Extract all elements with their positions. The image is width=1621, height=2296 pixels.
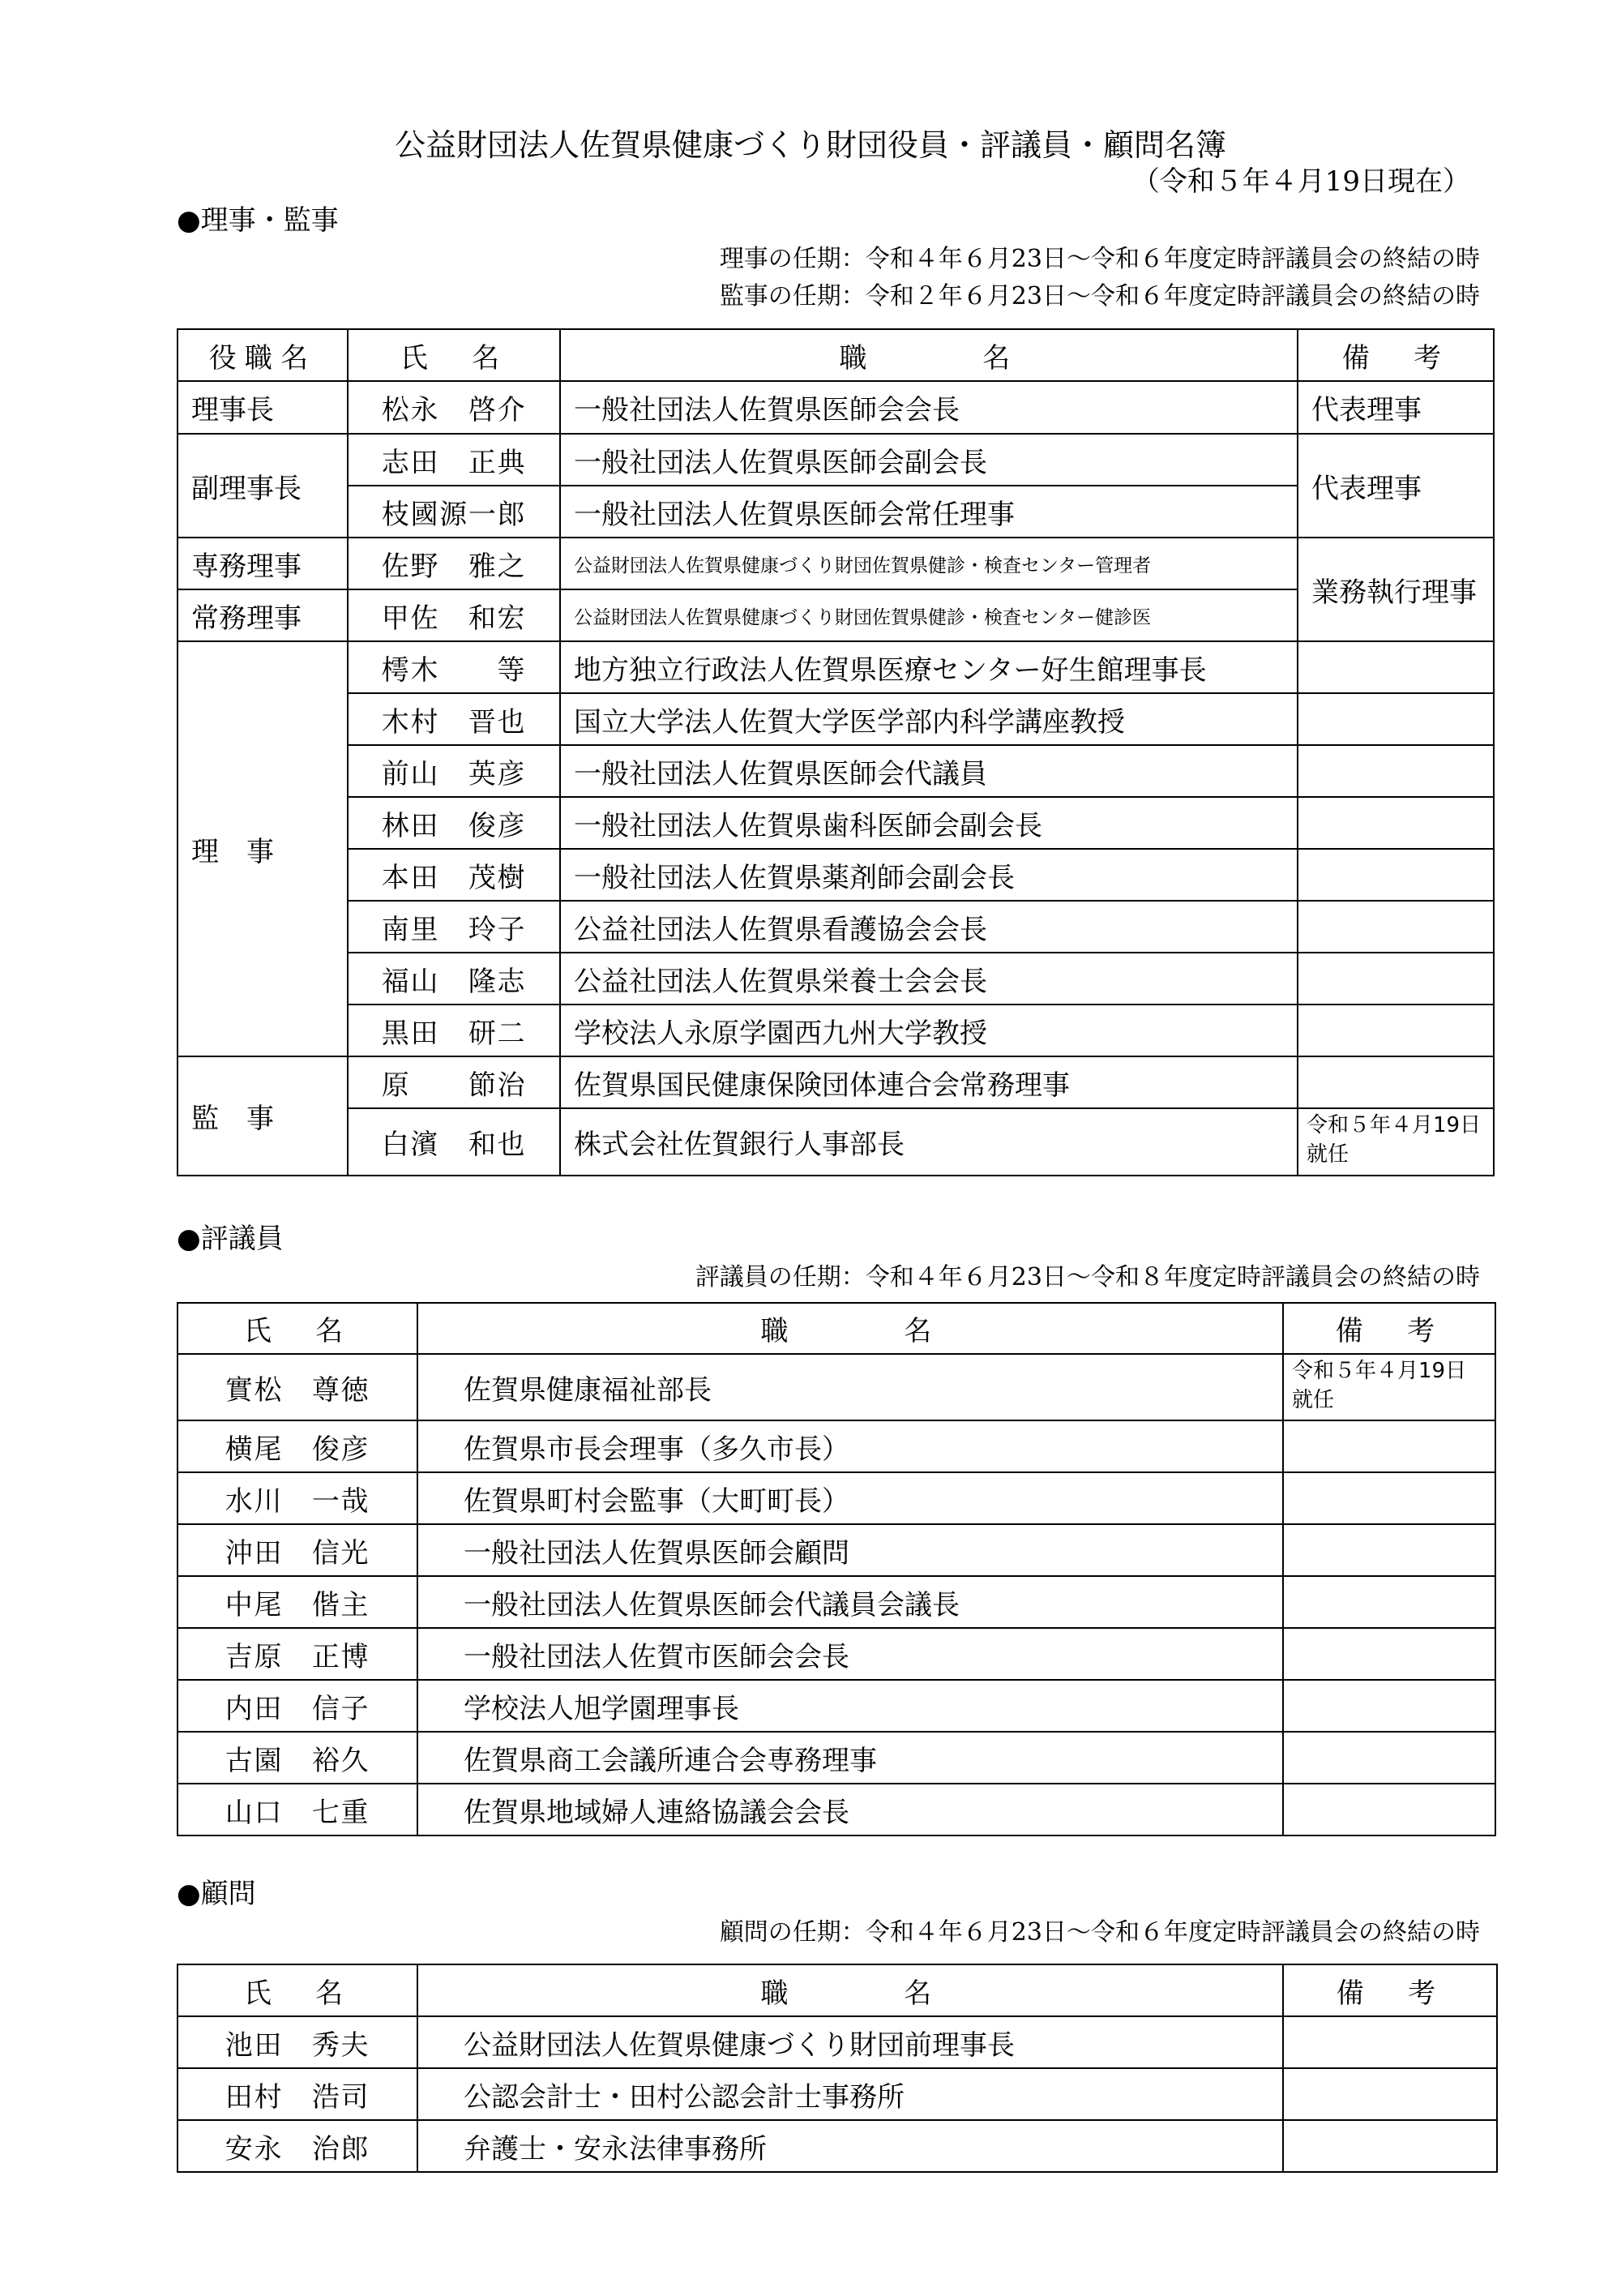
table-row xyxy=(177,849,1494,901)
position-cell: 一般社団法人佐賀県医師会常任理事 xyxy=(560,486,1298,538)
remarks-cell xyxy=(1283,1524,1495,1576)
table-row xyxy=(177,1354,1495,1420)
table-row xyxy=(177,589,1494,641)
table-header-row xyxy=(177,1964,1497,2016)
position-cell: 一般社団法人佐賀県医師会副会長 xyxy=(560,434,1298,486)
position-cell: 公益財団法人佐賀県健康づくり財団佐賀県健診・検査センター管理者 xyxy=(560,538,1298,589)
name-cell: 池田 秀夫 xyxy=(177,2016,417,2068)
remarks-cell xyxy=(1298,849,1494,901)
remarks-cell xyxy=(1283,1784,1495,1836)
role-cell: 副理事長 xyxy=(177,434,348,538)
table-row xyxy=(177,2120,1497,2172)
as-of-date: （令和５年４月19日現在） xyxy=(1131,165,1470,198)
remarks-cell: 業務執行理事 xyxy=(1298,538,1494,641)
position-cell: 公益社団法人佐賀県栄養士会会長 xyxy=(560,953,1298,1004)
name-cell: 中尾 偕主 xyxy=(177,1576,417,1628)
directors-table xyxy=(177,328,1495,1176)
table-row xyxy=(177,381,1494,434)
remarks-cell xyxy=(1298,1056,1494,1108)
name-cell: 前山 英彦 xyxy=(348,745,560,797)
table-row xyxy=(177,745,1494,797)
councilors-table xyxy=(177,1302,1496,1836)
remarks-cell xyxy=(1283,1472,1495,1524)
remarks-cell xyxy=(1283,1628,1495,1680)
position-cell: 佐賀県町村会監事（大町町長） xyxy=(417,1472,1283,1524)
header-name: 氏 名 xyxy=(348,329,560,381)
name-cell: 山口 七重 xyxy=(177,1784,417,1836)
name-cell: 安永 治郎 xyxy=(177,2120,417,2172)
table-row xyxy=(177,1472,1495,1524)
name-cell: 内田 信子 xyxy=(177,1680,417,1732)
position-cell: 公益社団法人佐賀県看護協会会長 xyxy=(560,901,1298,953)
table-row xyxy=(177,2016,1497,2068)
name-cell: 枝國源一郎 xyxy=(348,486,560,538)
name-cell: 南里 玲子 xyxy=(348,901,560,953)
table-row xyxy=(177,1056,1494,1108)
position-cell: 公認会計士・田村公認会計士事務所 xyxy=(417,2068,1283,2120)
table-row xyxy=(177,901,1494,953)
table-row xyxy=(177,538,1494,589)
directors-heading: ●理事・監事 xyxy=(177,204,339,237)
header-remarks: 備 考 xyxy=(1283,1964,1497,2016)
header-remarks: 備 考 xyxy=(1298,329,1494,381)
name-cell: 吉原 正博 xyxy=(177,1628,417,1680)
remarks-cell: 代表理事 xyxy=(1298,434,1494,538)
name-cell: 志田 正典 xyxy=(348,434,560,486)
remarks-cell xyxy=(1298,797,1494,849)
table-row xyxy=(177,641,1494,693)
table-header-row xyxy=(177,329,1494,381)
header-position: 職 名 xyxy=(417,1303,1283,1354)
header-position: 職 名 xyxy=(417,1964,1283,2016)
table-row xyxy=(177,1524,1495,1576)
header-name: 氏 名 xyxy=(177,1303,417,1354)
name-cell: 甲佐 和宏 xyxy=(348,589,560,641)
advisor-term: 顧問の任期：令和４年６月23日～令和６年度定時評議員会の終結の時 xyxy=(719,1918,1480,1947)
auditor-term: 監事の任期：令和２年６月23日～令和６年度定時評議員会の終結の時 xyxy=(719,282,1480,311)
remarks-cell xyxy=(1298,745,1494,797)
header-role: 役職名 xyxy=(177,329,348,381)
remarks-cell xyxy=(1283,1732,1495,1784)
table-row xyxy=(177,1420,1495,1472)
name-cell: 黒田 研二 xyxy=(348,1004,560,1056)
position-cell: 地方独立行政法人佐賀県医療センター好生館理事長 xyxy=(560,641,1298,693)
position-cell: 公益財団法人佐賀県健康づくり財団前理事長 xyxy=(417,2016,1283,2068)
name-cell: 福山 隆志 xyxy=(348,953,560,1004)
remarks-cell xyxy=(1298,1004,1494,1056)
remarks-cell xyxy=(1283,1680,1495,1732)
remarks-cell xyxy=(1283,2068,1497,2120)
name-cell: 古園 裕久 xyxy=(177,1732,417,1784)
name-cell: 木村 晋也 xyxy=(348,693,560,745)
position-cell: 一般社団法人佐賀県歯科医師会副会長 xyxy=(560,797,1298,849)
name-cell: 横尾 俊彦 xyxy=(177,1420,417,1472)
position-cell: 公益財団法人佐賀県健康づくり財団佐賀県健診・検査センター健診医 xyxy=(560,589,1298,641)
role-cell: 理事長 xyxy=(177,381,348,434)
position-cell: 佐賀県地域婦人連絡協議会会長 xyxy=(417,1784,1283,1836)
remarks-cell: 代表理事 xyxy=(1298,381,1494,434)
table-header-row xyxy=(177,1303,1495,1354)
table-row xyxy=(177,1108,1494,1176)
position-cell: 学校法人旭学園理事長 xyxy=(417,1680,1283,1732)
position-cell: 学校法人永原学園西九州大学教授 xyxy=(560,1004,1298,1056)
name-cell: 樗木 等 xyxy=(348,641,560,693)
name-cell: 林田 俊彦 xyxy=(348,797,560,849)
role-cell: 監 事 xyxy=(177,1056,348,1176)
advisors-table xyxy=(177,1964,1498,2173)
name-cell: 水川 一哉 xyxy=(177,1472,417,1524)
remarks-cell xyxy=(1298,693,1494,745)
position-cell: 佐賀県商工会議所連合会専務理事 xyxy=(417,1732,1283,1784)
name-cell: 實松 尊徳 xyxy=(177,1354,417,1420)
position-cell: 一般社団法人佐賀県医師会代議員 xyxy=(560,745,1298,797)
table-row xyxy=(177,1784,1495,1836)
name-cell: 沖田 信光 xyxy=(177,1524,417,1576)
name-cell: 佐野 雅之 xyxy=(348,538,560,589)
position-cell: 一般社団法人佐賀市医師会会長 xyxy=(417,1628,1283,1680)
table-row xyxy=(177,693,1494,745)
document-title: 公益財団法人佐賀県健康づくり財団役員・評議員・顧問名簿 xyxy=(394,127,1226,163)
table-row xyxy=(177,1680,1495,1732)
councilors-heading: ●評議員 xyxy=(177,1223,284,1255)
advisors-heading: ●顧問 xyxy=(177,1878,256,1910)
remarks-cell xyxy=(1283,1420,1495,1472)
table-row xyxy=(177,1628,1495,1680)
position-cell: 佐賀県市長会理事（多久市長） xyxy=(417,1420,1283,1472)
header-remarks: 備 考 xyxy=(1283,1303,1495,1354)
remarks-cell xyxy=(1283,1576,1495,1628)
position-cell: 株式会社佐賀銀行人事部長 xyxy=(560,1108,1298,1176)
remarks-cell xyxy=(1298,641,1494,693)
name-cell: 原 節治 xyxy=(348,1056,560,1108)
remarks-cell xyxy=(1298,901,1494,953)
position-cell: 国立大学法人佐賀大学医学部内科学講座教授 xyxy=(560,693,1298,745)
table-row xyxy=(177,434,1494,486)
remarks-cell: 令和５年４月19日就任 xyxy=(1283,1354,1495,1420)
name-cell: 松永 啓介 xyxy=(348,381,560,434)
table-row xyxy=(177,953,1494,1004)
name-cell: 白濱 和也 xyxy=(348,1108,560,1176)
name-cell: 本田 茂樹 xyxy=(348,849,560,901)
councilor-term: 評議員の任期：令和４年６月23日～令和８年度定時評議員会の終結の時 xyxy=(695,1263,1480,1292)
position-cell: 弁護士・安永法律事務所 xyxy=(417,2120,1283,2172)
position-cell: 佐賀県国民健康保険団体連合会常務理事 xyxy=(560,1056,1298,1108)
name-cell: 田村 浩司 xyxy=(177,2068,417,2120)
position-cell: 一般社団法人佐賀県医師会代議員会議長 xyxy=(417,1576,1283,1628)
remarks-cell xyxy=(1298,953,1494,1004)
remarks-cell xyxy=(1283,2120,1497,2172)
table-row xyxy=(177,1576,1495,1628)
table-row xyxy=(177,797,1494,849)
position-cell: 佐賀県健康福祉部長 xyxy=(417,1354,1283,1420)
remarks-cell xyxy=(1283,2016,1497,2068)
table-row xyxy=(177,1732,1495,1784)
position-cell: 一般社団法人佐賀県薬剤師会副会長 xyxy=(560,849,1298,901)
position-cell: 一般社団法人佐賀県医師会顧問 xyxy=(417,1524,1283,1576)
remarks-cell: 令和５年４月19日就任 xyxy=(1298,1108,1494,1176)
director-term: 理事の任期：令和４年６月23日～令和６年度定時評議員会の終結の時 xyxy=(719,245,1480,273)
position-cell: 一般社団法人佐賀県医師会会長 xyxy=(560,381,1298,434)
role-cell: 常務理事 xyxy=(177,589,348,641)
role-cell: 理 事 xyxy=(177,641,348,1056)
header-position: 職 名 xyxy=(560,329,1298,381)
role-cell: 専務理事 xyxy=(177,538,348,589)
table-row xyxy=(177,486,1494,538)
table-row xyxy=(177,2068,1497,2120)
table-row xyxy=(177,1004,1494,1056)
header-name: 氏 名 xyxy=(177,1964,417,2016)
